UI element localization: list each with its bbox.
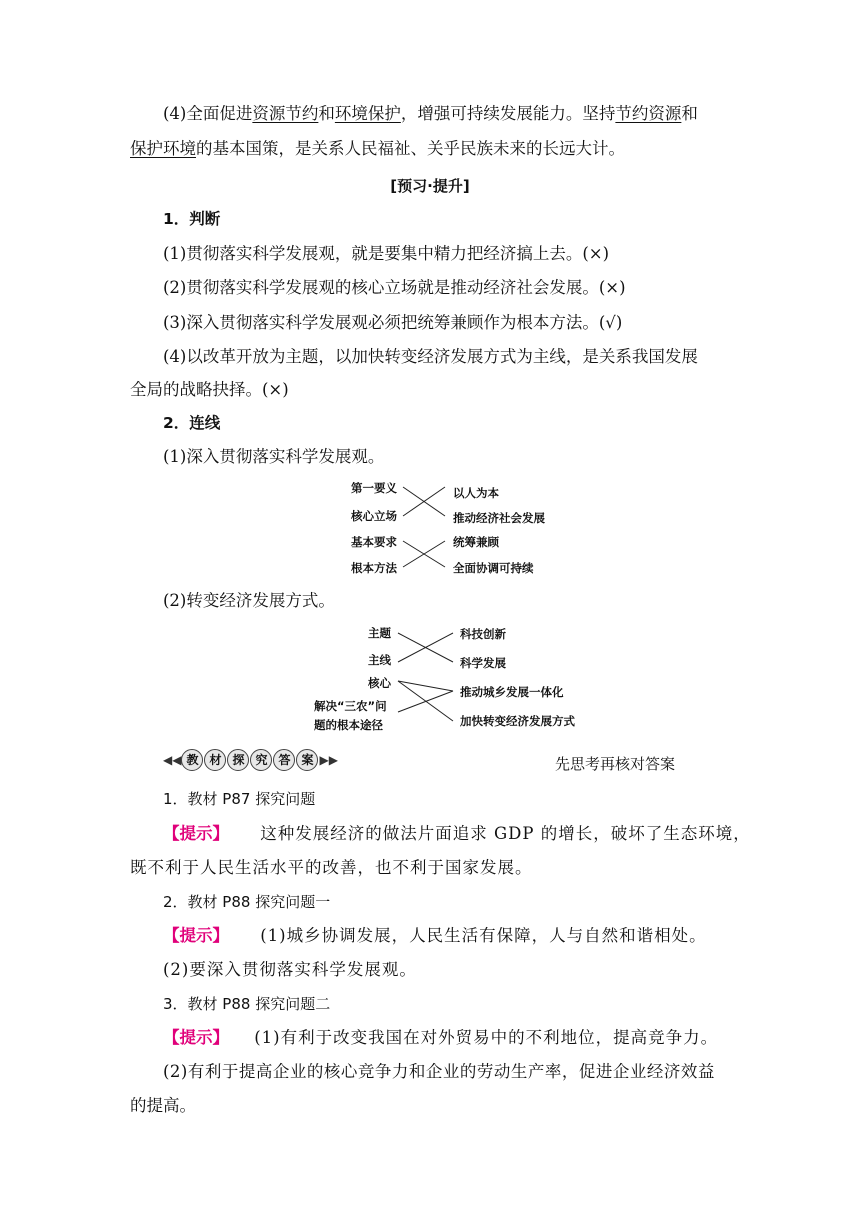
para4-text: ，增强可持续发展能力。坚持	[400, 104, 616, 123]
underlined-term: 资源节约	[252, 104, 319, 123]
underlined-term: 环境保护	[334, 104, 401, 123]
tip-label: 【提示】	[163, 1028, 229, 1047]
banner-char: 答	[273, 749, 295, 771]
judge-item: (3)深入贯彻落实科学发展观必须把统筹兼顾作为根本方法。(√)	[163, 313, 623, 332]
diag1-left-item: 第一要义	[351, 481, 397, 495]
diag1-left-item: 核心立场	[351, 509, 397, 523]
para4-text: 和	[318, 104, 335, 123]
answer-cont: 既不利于人民生活水平的改善，也不利于国家发展。	[130, 858, 533, 877]
answer-cont: (2)要深入贯彻落实科学发展观。	[163, 960, 417, 979]
double-arrow-left-icon: ◀◀	[163, 753, 182, 767]
banner-char: 案	[296, 749, 318, 771]
banner-char: 探	[227, 749, 249, 771]
answer-cont: (2)有利于提高企业的核心竞争力和企业的劳动生产率，促进企业经济效益	[163, 1062, 715, 1081]
diag2-right-item: 科技创新	[460, 627, 506, 641]
matching-diagram-2	[310, 622, 600, 737]
q2-heading: 2．连线	[163, 414, 221, 432]
judge-item-cont: 全局的战略抉择。(×)	[130, 380, 289, 399]
diag1-right-item: 统筹兼顾	[453, 535, 499, 549]
banner-hint: 先思考再核对答案	[555, 755, 676, 773]
para4-text: (4)全面促进	[163, 104, 253, 123]
diag2-left-item: 主线	[368, 653, 391, 667]
diag1-left-item: 根本方法	[351, 561, 397, 575]
para4-text: 的基本国策，是关系人民福祉、关乎民族未来的长远大计。	[196, 139, 625, 158]
answer-heading: 1．教材 P87 探究问题	[163, 790, 316, 808]
matching-diagram-1	[345, 478, 565, 578]
judge-item: (4)以改革开放为主题，以加快转变经济发展方式为主线，是关系我国发展	[163, 347, 698, 366]
diag1-right-item: 全面协调可持续	[453, 561, 534, 575]
diag2-left-item: 解决“三农”问	[314, 699, 387, 713]
diag2-left-item: 题的根本途径	[314, 718, 383, 732]
diag2-right-item: 科学发展	[460, 656, 506, 670]
diag1-right-item: 推动经济社会发展	[453, 511, 545, 525]
banner-char: 材	[204, 749, 226, 771]
answer-heading: 3．教材 P88 探究问题二	[163, 995, 331, 1013]
answer-text: (1)城乡协调发展，人民生活有保障，人与自然和谐相处。	[260, 926, 707, 945]
diag2-left-item: 主题	[368, 626, 391, 640]
answer-cont: 的提高。	[130, 1096, 196, 1115]
q2-sub1: (1)深入贯彻落实科学发展观。	[163, 447, 385, 466]
underlined-term: 保护环境	[130, 139, 196, 158]
answer-line	[163, 823, 751, 845]
para4-text: 和	[681, 104, 698, 123]
q2-sub2: (2)转变经济发展方式。	[163, 591, 335, 610]
section-title: [预习·提升]	[390, 177, 470, 195]
para4-line2	[130, 138, 730, 160]
answer-heading: 2．教材 P88 探究问题一	[163, 893, 331, 911]
answer-line	[163, 925, 733, 947]
tip-label: 【提示】	[163, 824, 229, 843]
diag2-right-item: 推动城乡发展一体化	[460, 685, 564, 699]
q1-heading: 1．判断	[163, 210, 221, 228]
answer-line	[163, 1027, 733, 1049]
underlined-term: 节约资源	[615, 104, 682, 123]
tip-label: 【提示】	[163, 926, 229, 945]
section-banner	[163, 749, 338, 771]
diag1-right-item: 以人为本	[453, 486, 499, 500]
diag2-right-item: 加快转变经济发展方式	[460, 714, 575, 728]
banner-char: 教	[181, 749, 203, 771]
para4-line1	[163, 103, 733, 125]
answer-text: (1)有利于改变我国在对外贸易中的不利地位，提高竞争力。	[254, 1028, 719, 1047]
judge-item: (1)贯彻落实科学发展观，就是要集中精力把经济搞上去。(×)	[163, 244, 610, 263]
double-arrow-right-icon: ▶▶	[319, 753, 338, 767]
answer-text: 这种发展经济的做法片面追求 GDP 的增长，破坏了生态环境，	[260, 824, 751, 843]
judge-item: (2)贯彻落实科学发展观的核心立场就是推动经济社会发展。(×)	[163, 278, 626, 297]
banner-char: 究	[250, 749, 272, 771]
diag1-left-item: 基本要求	[351, 535, 397, 549]
diag2-left-item: 核心	[368, 676, 391, 690]
